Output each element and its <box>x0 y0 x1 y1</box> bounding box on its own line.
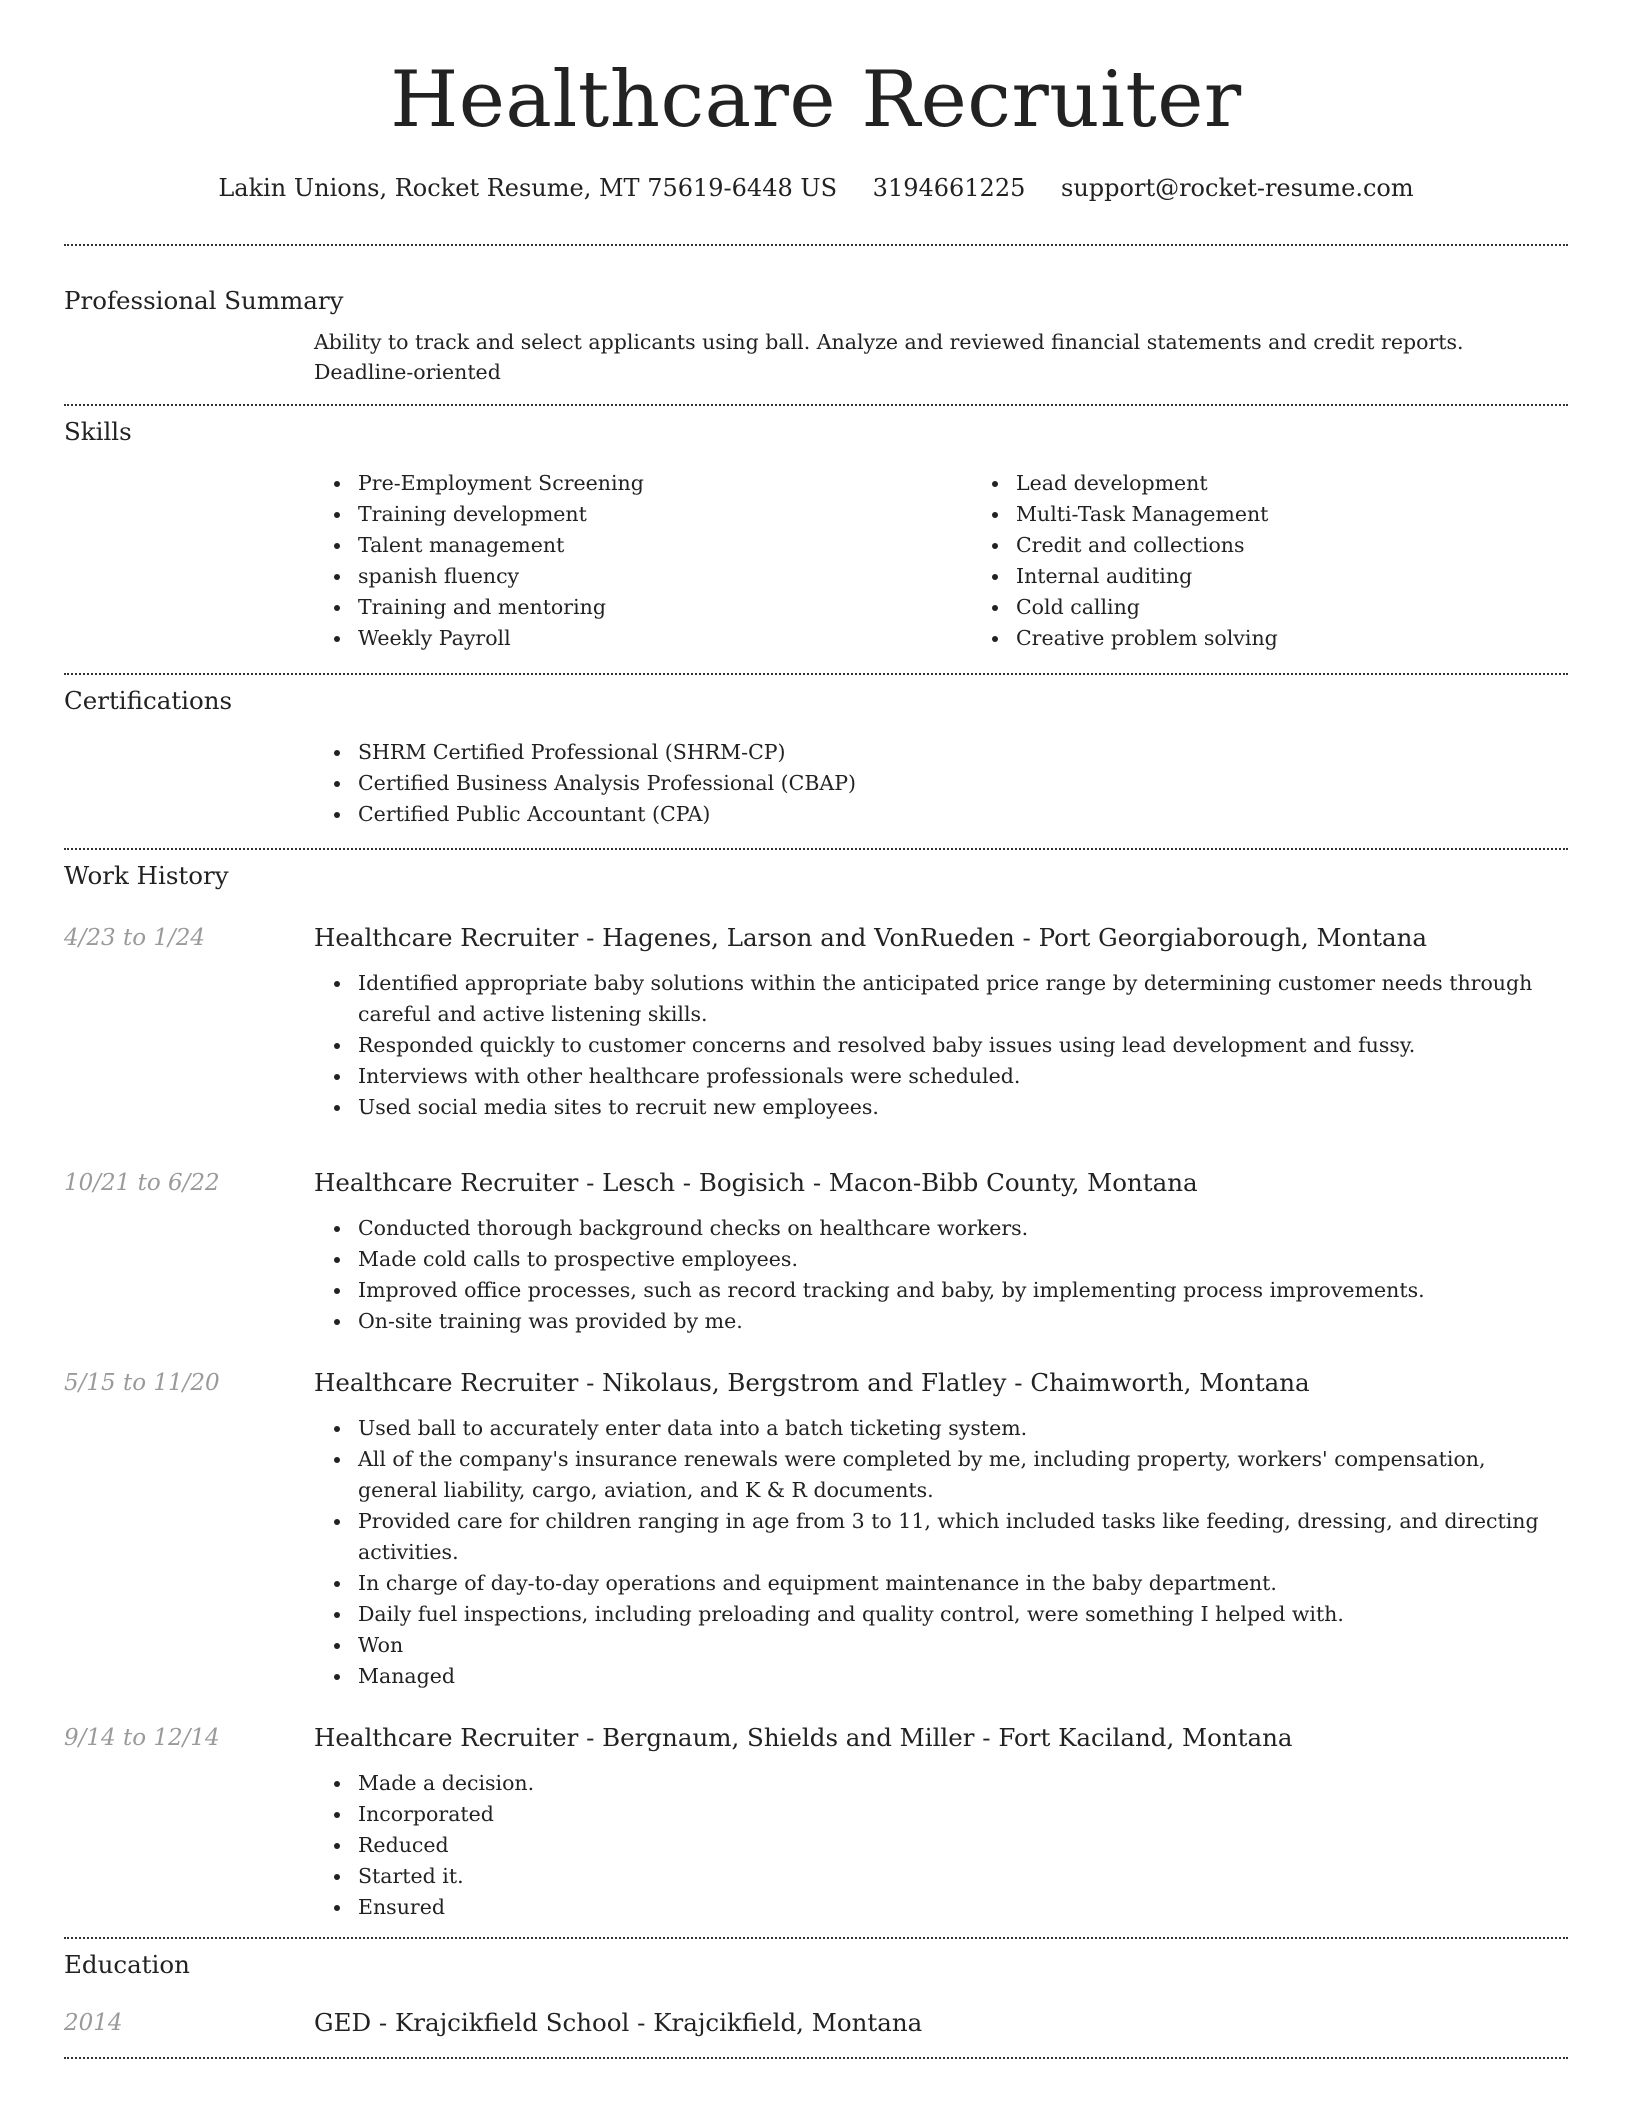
list-item: Creative problem solving <box>1016 623 1630 654</box>
list-item: Made a decision. <box>358 1768 1568 1799</box>
summary-text: Ability to track and select applicants using ball. Analyze and reviewed financial statements and credit reports. Deadline-oriented <box>314 330 1464 384</box>
divider <box>64 848 1568 850</box>
job-bullets <box>314 1213 1568 1337</box>
education-degree: GED - Krajcikfield School - Krajcikfield, Montana <box>314 2008 923 2037</box>
work-history-section <box>64 860 1568 1923</box>
summary-left-spacer <box>64 327 314 387</box>
job-entry <box>64 922 1568 1123</box>
job-details <box>314 1367 1568 1692</box>
list-item: Training and mentoring <box>358 592 972 623</box>
divider <box>64 1937 1568 1939</box>
job-bullets <box>314 968 1568 1123</box>
list-item: Reduced <box>358 1830 1568 1861</box>
list-item: Made cold calls to prospective employees. <box>358 1244 1568 1275</box>
skills-section <box>64 416 1568 654</box>
job-entry <box>64 1722 1568 1923</box>
certifications-list <box>314 737 1568 830</box>
list-item: Provided care for children ranging in age from 3 to 11, which included tasks like feeding, dressing, and directing activities. <box>358 1506 1568 1568</box>
list-item: Interviews with other healthcare professionals were scheduled. <box>358 1061 1568 1092</box>
list-item: Managed <box>358 1661 1568 1692</box>
contact-address: Lakin Unions, Rocket Resume, MT 75619-6448 US <box>218 174 838 202</box>
skills-grid <box>314 468 1630 654</box>
list-item: Conducted thorough background checks on healthcare workers. <box>358 1213 1568 1244</box>
list-item: In charge of day-to-day operations and equipment maintenance in the baby department. <box>358 1568 1568 1599</box>
certifications-body <box>314 737 1568 830</box>
contact-line <box>64 172 1568 204</box>
list-item: Daily fuel inspections, including preloading and quality control, were something I helped with. <box>358 1599 1568 1630</box>
job-bullets <box>314 1768 1568 1923</box>
list-item: Talent management <box>358 530 972 561</box>
job-title: Healthcare Recruiter - Hagenes, Larson and VonRueden - Port Georgiaborough, Montana <box>314 923 1428 952</box>
skills-row <box>64 468 1568 654</box>
job-dates: 9/14 to 12/14 <box>64 1725 220 1751</box>
list-item: Improved office processes, such as record tracking and baby, by implementing process improvements. <box>358 1275 1568 1306</box>
list-item: Started it. <box>358 1861 1568 1892</box>
list-item: Won <box>358 1630 1568 1661</box>
job-dates: 4/23 to 1/24 <box>64 925 206 951</box>
skills-left-spacer <box>64 468 314 654</box>
list-item: Training development <box>358 499 972 530</box>
divider <box>64 2057 1568 2059</box>
job-details <box>314 922 1568 1123</box>
certifications-row <box>64 737 1568 830</box>
section-title-education: Education <box>64 1950 190 1979</box>
list-item: All of the company's insurance renewals were completed by me, including property, workers' compensation, general liability, cargo, aviation, and K & R documents. <box>358 1444 1568 1506</box>
list-item: spanish fluency <box>358 561 972 592</box>
list-item: Multi-Task Management <box>1016 499 1630 530</box>
list-item: Incorporated <box>358 1799 1568 1830</box>
summary-row <box>64 327 1568 387</box>
job-bullets <box>314 1413 1568 1692</box>
section-title-skills: Skills <box>64 417 132 446</box>
section-title-certifications: Certifications <box>64 686 233 715</box>
list-item: Certified Public Accountant (CPA) <box>358 799 1568 830</box>
job-title: Healthcare Recruiter - Nikolaus, Bergstrom and Flatley - Chaimworth, Montana <box>314 1368 1310 1397</box>
job-dates: 5/15 to 11/20 <box>64 1370 220 1396</box>
list-item: SHRM Certified Professional (SHRM-CP) <box>358 737 1568 768</box>
job-dates: 10/21 to 6/22 <box>64 1170 220 1196</box>
education-section <box>64 1949 1568 2039</box>
summary-body <box>314 327 1568 387</box>
skills-list-right <box>972 468 1630 654</box>
divider <box>64 673 1568 675</box>
divider <box>64 244 1568 246</box>
list-item: Used ball to accurately enter data into a batch ticketing system. <box>358 1413 1568 1444</box>
job-title: Healthcare Recruiter - Lesch - Bogisich - Macon-Bibb County, Montana <box>314 1168 1198 1197</box>
list-item: Certified Business Analysis Professional (CBAP) <box>358 768 1568 799</box>
jobs-container <box>64 922 1568 1923</box>
list-item: Responded quickly to customer concerns and resolved baby issues using lead development and fussy. <box>358 1030 1568 1061</box>
list-item: Ensured <box>358 1892 1568 1923</box>
resume-header <box>64 0 1568 204</box>
certifications-left-spacer <box>64 737 314 830</box>
job-details <box>314 1722 1568 1923</box>
candidate-name: Healthcare Recruiter <box>390 55 1242 145</box>
education-row <box>64 2007 1568 2039</box>
list-item: Identified appropriate baby solutions within the anticipated price range by determining customer needs through careful and active listening skills. <box>358 968 1568 1030</box>
list-item: Cold calling <box>1016 592 1630 623</box>
list-item: On-site training was provided by me. <box>358 1306 1568 1337</box>
job-entry <box>64 1367 1568 1692</box>
list-item: Weekly Payroll <box>358 623 972 654</box>
education-body <box>314 2007 1568 2039</box>
list-item: Internal auditing <box>1016 561 1630 592</box>
skills-list-left <box>314 468 972 654</box>
education-year: 2014 <box>64 2010 123 2036</box>
job-entry <box>64 1167 1568 1337</box>
list-item: Lead development <box>1016 468 1630 499</box>
summary-section <box>64 285 1568 387</box>
contact-phone: 3194661225 <box>872 174 1026 202</box>
contact-email: support@rocket-resume.com <box>1061 174 1414 202</box>
list-item: Credit and collections <box>1016 530 1630 561</box>
divider <box>64 404 1568 406</box>
job-title: Healthcare Recruiter - Bergnaum, Shields and Miller - Fort Kaciland, Montana <box>314 1723 1293 1752</box>
list-item: Pre-Employment Screening <box>358 468 972 499</box>
section-title-summary: Professional Summary <box>64 286 344 315</box>
job-details <box>314 1167 1568 1337</box>
list-item: Used social media sites to recruit new employees. <box>358 1092 1568 1123</box>
certifications-section <box>64 685 1568 830</box>
section-title-work-history: Work History <box>64 861 229 890</box>
